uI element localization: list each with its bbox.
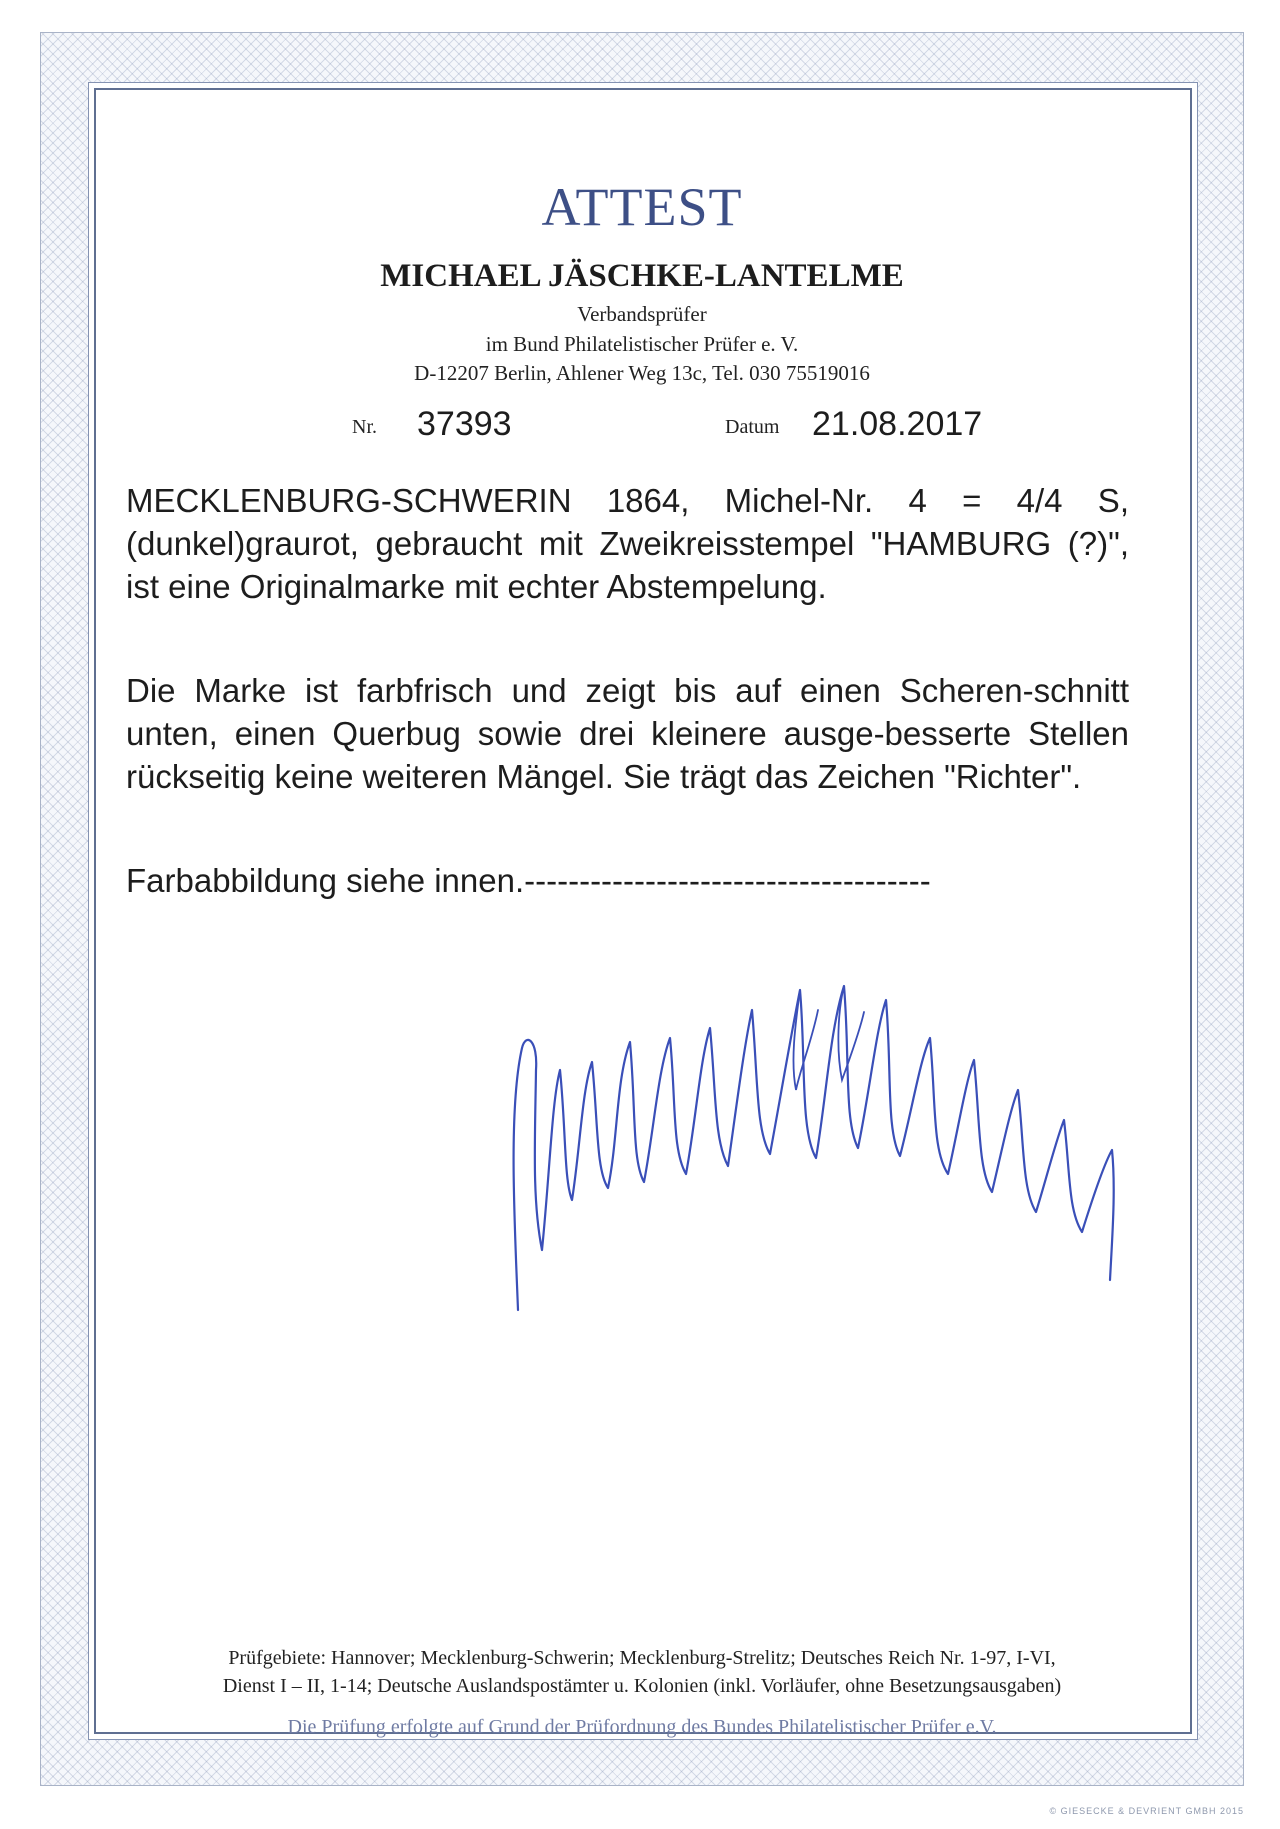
certificate-date: 21.08.2017	[812, 405, 983, 443]
examination-areas-line-1: Prüfgebiete: Hannover; Mecklenburg-Schwerin; Mecklenburg-Strelitz; Deutsches Reich Nr. 1-97, I-VI,	[228, 1647, 1056, 1669]
condition-description: Die Marke ist farbfrisch und zeigt bis auf einen Scheren-schnitt unten, einen Querbug sowie drei kleinere ausge-besserte Stellen rückseitig keine weiteren Mängel. Sie trägt das Zeichen "Richter".	[126, 672, 1129, 795]
date-label: Datum	[725, 416, 780, 438]
illustration-note: Farbabbildung siehe innen.-------------------------------------	[126, 862, 931, 899]
examiner-role: Verbandsprüfer	[577, 302, 707, 326]
examiner-address: D-12207 Berlin, Ahlener Weg 13c, Tel. 030 75519016	[414, 361, 870, 385]
stamp-description: MECKLENBURG-SCHWERIN 1864, Michel-Nr. 4 = 4/4 S, (dunkel)graurot, gebraucht mit Zweikreisstempel "HAMBURG (?)", ist eine Originalmarke mit echter Abstempelung.	[126, 482, 1129, 605]
certificate-number: 37393	[417, 405, 512, 443]
certificate-title: ATTEST	[541, 177, 743, 237]
certificate-number-label: Nr.	[352, 416, 377, 438]
examination-regulation-note: Die Prüfung erfolgte auf Grund der Prüfordnung des Bundes Philatelistischer Prüfer e.V.	[287, 1716, 997, 1738]
printer-copyright: © GIESECKE & DEVRIENT GMBH 2015	[1049, 1806, 1244, 1816]
examination-areas-line-2: Dienst I – II, 1-14; Deutsche Auslandspostämter u. Kolonien (inkl. Vorläufer, ohne Besetzungsausgaben)	[222, 1675, 1062, 1697]
examiner-name: MICHAEL JÄSCHKE-LANTELME	[380, 258, 904, 294]
examiner-association: im Bund Philatelistischer Prüfer e. V.	[485, 332, 799, 356]
examiner-signature	[500, 950, 1230, 1350]
